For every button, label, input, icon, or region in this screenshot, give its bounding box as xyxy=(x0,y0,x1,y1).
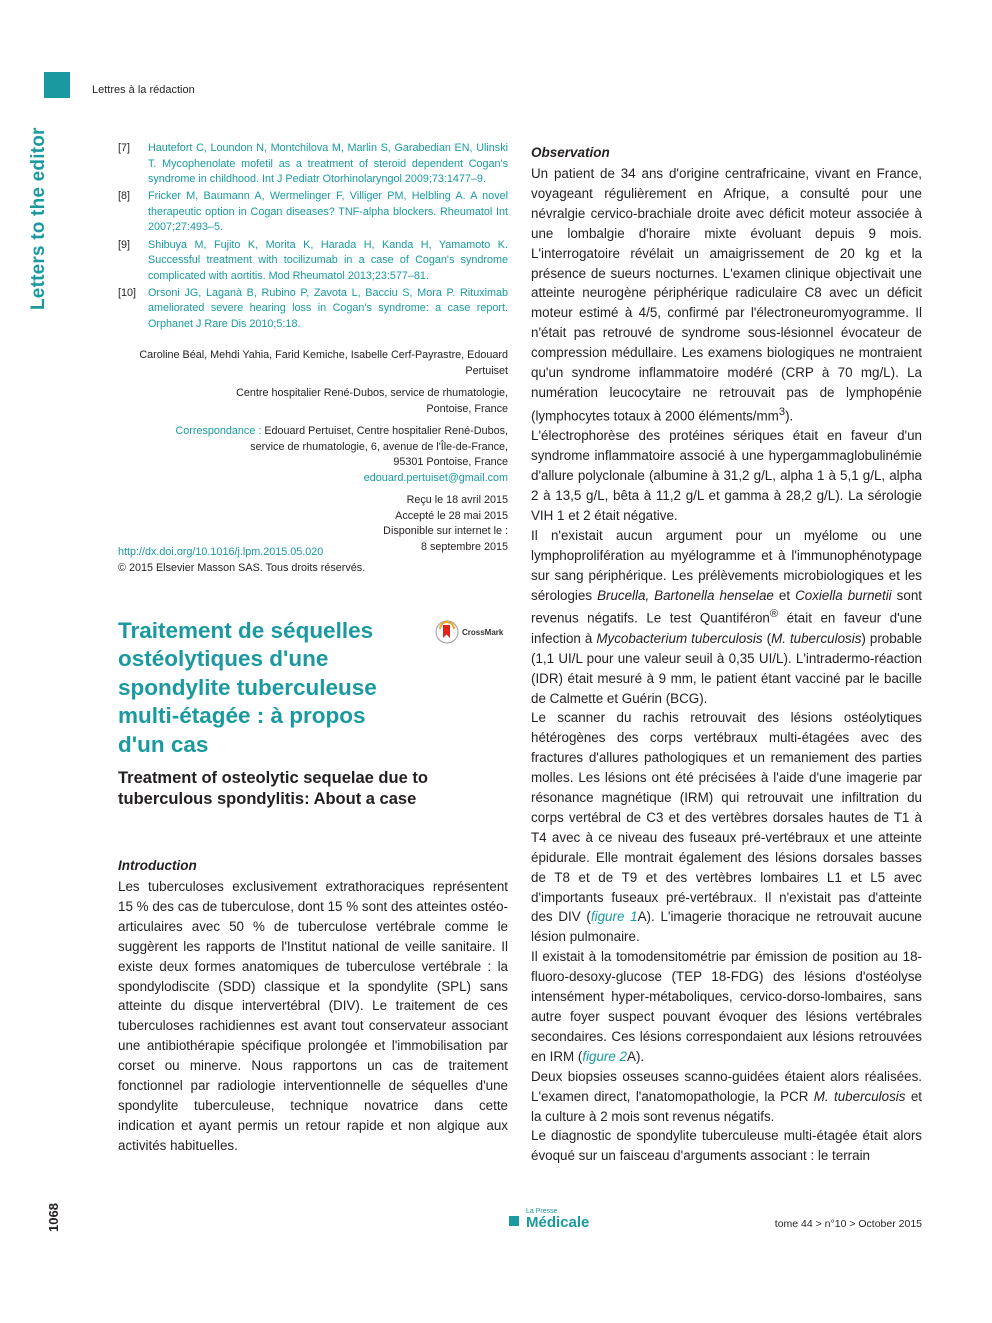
logo-square xyxy=(509,1216,519,1226)
affiliation xyxy=(118,386,508,417)
observation-paragraph: Il existait à la tomodensitométrie par émission de position au 18-fluoro-desoxy-glucose (TEP 18-FDG) des lésions d'ostéolyse intensément hyper-métaboliques, cervico-dorso-lombaires, sans autre foyer suspect pouvant évoquer des lésions vertébrales secondaires. Ces lésions correspondaient aux lésions retrouvées en IRM (figure 2A). xyxy=(531,949,922,1064)
article-subtitle: Treatment of osteolytic sequelae due to tuberculous spondylitis: About a case xyxy=(118,769,428,808)
available-date: 8 septembre 2015 xyxy=(420,540,508,553)
reference-number: [10] xyxy=(118,286,137,299)
section-header: Lettres à la rédaction xyxy=(92,84,195,96)
page-number: 1068 xyxy=(46,1203,61,1232)
crossmark-badge[interactable] xyxy=(435,618,509,646)
observation-paragraph: Un patient de 34 ans d'origine centrafricaine, vivant en France, voyageant régulièrement en Afrique, a consulté pour une névralgie cervico-brachiale droite avec déficit moteur associée à une lombalgie d'horaire mixte évoluant depuis 9 mois. L'interrogatoire révélait un amaigrissement de 20 kg et la présence de sueurs nocturnes. L'examen clinique objectivait une atteinte neurogène périphérique radiculaire C8 avec un déficit moteur estimé à 4/5, confirmé par l'électroneuromyogramme. Il n'était pas retrouvé de syndrome sous-lésionnel évocateur de compression médullaire. Les examens biologiques ne montraient qu'un syndrome inflammatoire modéré (CRP à 70 mg/L). La numération leucocytaire ne retrouvait pas de lymphopénie (lymphocytes totaux à 2000 éléments/$mm^3$). xyxy=(531,166,922,424)
logo-small-text: La Presse xyxy=(526,1208,558,1215)
available-label: Disponible sur internet le : xyxy=(383,525,508,537)
reference-list xyxy=(118,141,508,334)
email-link[interactable]: edouard.pertuiset@gmail.com xyxy=(363,471,508,484)
issue-info: tome 44 > n°10 > October 2015 xyxy=(774,1218,922,1230)
correspondence xyxy=(118,424,508,486)
reference-item[interactable] xyxy=(118,238,508,285)
reference-number: [7] xyxy=(118,142,131,154)
received-date: Reçu le 18 avril 2015 xyxy=(406,494,508,506)
side-section-label: Letters to the editor xyxy=(28,127,49,310)
reference-text[interactable]: Hautefort C, Loundon N, Montchilova M, Marlin S, Garabedian EN, Ulinski T. Mycophenolate mofetil as a treatment of steroid dependent Cogan's syndrome in childhood. Int J Pediatr Otorhinolaryngol 2009;73:1477–9. xyxy=(148,142,508,186)
article-title: Traitement de séquelles ostéolytiques d'une spondylite tuberculeuse multi-étagée : à propos d'un cas xyxy=(118,618,377,757)
reference-item[interactable] xyxy=(118,141,508,188)
correspondence-line: 95301 Pontoise, France xyxy=(393,456,508,468)
figure-link[interactable]: figure 1 xyxy=(590,909,638,925)
copyright: © 2015 Elsevier Masson SAS. Tous droits réservés. xyxy=(118,561,366,574)
reference-text[interactable]: Shibuya M, Fujito K, Morita K, Harada H, Kanda H, Yamamoto K. Successful treatment with tocilizumab in a case of Cogan's syndrome complicated with aortitis. Mod Rheumatol 2013;23:577–81. xyxy=(148,238,508,282)
accepted-date: Accepté le 28 mai 2015 xyxy=(395,509,508,522)
observation-paragraph: Le diagnostic de spondylite tuberculeuse multi-étagée était alors évoqué sur un faisceau d'arguments associant : le terrain xyxy=(531,1128,922,1164)
introduction-paragraph: Les tuberculoses exclusivement extrathoraciques représentent 15 % des cas de tuberculose, dont 15 % sont des atteintes ostéo-articulaires avec 50 % de tuberculose vertébrale comme le suggèrent les rapports de l'Institut national de veille sanitaire. Il existe deux formes anatomiques de tuberculose vertébrale : la spondylodiscite (SDD) classique et la spondylite (SPL) sans atteinte du disque intervertébral (DIV). Le traitement de ces tuberculoses rachidiennes est avant tout conservateur associant une antibiothérapie spécifique prolongée et l'immobilisation par corset ou minerve. Nous rapportons un cas de traitement fonctionnel par radiologie interventionnelle de séquelles d'une spondylite tuberculeuse, technique novatrice dans cette indication et ayant permis un retour rapide et non algique aux activités habituelles. xyxy=(118,879,508,1153)
reference-number: [9] xyxy=(118,238,131,251)
crossmark-icon xyxy=(435,620,459,644)
author-byline xyxy=(118,348,508,562)
observation-paragraph: Il n'existait aucun argument pour un myélome ou une lymphoprolifération au myélogramme et à l'immunophénotypage sur sang périphérique. Les prélèvements microbiologiques et les sérologies Brucella, Bartonella henselae et Coxiella burnetii sont revenus négatifs. Le test Quantiféron® était en faveur d'une infection à Mycobacterium tuberculosis (M. tuberculosis) probable (1,1 UI/L pour une valeur seuil à 0,35 UI/L). L'intradermo-réaction (IDR) était mesuré à 9 mm, le patient étant vacciné par le bacille de Calmette et Guérin (BCG). xyxy=(531,527,922,706)
reference-text[interactable]: Fricker M, Baumann A, Wermelinger F, Villiger PM, Helbling A. A novel therapeutic option in Cogan diseases? TNF-alpha blockers. Rheumatol Int 2007;27:493–5. xyxy=(148,190,508,234)
authors: Caroline Béal, Mehdi Yahia, Farid Kemiche, Isabelle Cerf-Payrastre, Edouard Pertuiset xyxy=(139,349,508,377)
logo-big-text: Médicale xyxy=(526,1214,590,1231)
observation-paragraph: L'électrophorèse des protéines sériques était en faveur d'un syndrome inflammatoire associé à une hypergammaglobulinémie d'allure polyclonale (albumine à 31,2 g/L, alpha 1 à 5,1 g/L, alpha 2 à 13,5 g/L, bêta à 11,2 g/L et gamma à 28,2 g/L). La sérologie VIH 1 et 2 était négative. xyxy=(531,428,922,523)
observation-paragraph: Deux biopsies osseuses scanno-guidées étaient alors réalisées. L'examen direct, l'anatomopathologie, la PCR M. tuberculosis et la culture à 2 mois sont revenus négatifs. xyxy=(531,1068,922,1124)
crossmark-label: CrossMark xyxy=(462,627,504,637)
journal-logo xyxy=(509,1208,589,1230)
doi-link[interactable]: http://dx.doi.org/10.1016/j.lpm.2015.05.020 xyxy=(118,546,324,558)
affiliation-line: Pontoise, France xyxy=(426,402,508,415)
correspondence-line: service de rhumatologie, 6, avenue de l'Île-de-France, xyxy=(250,440,508,453)
reference-item[interactable] xyxy=(118,189,508,236)
affiliation-line: Centre hospitalier René-Dubos, service de rhumatologie, xyxy=(236,387,508,399)
reference-item[interactable] xyxy=(118,286,508,333)
observation-paragraph: Le scanner du rachis retrouvait des lésions ostéolytiques hétérogènes des corps vertébraux multi-étagées avec des fractures d'allures pathologiques et un remaniement des parties molles. Les lésions ont été précisées à l'aide d'une imagerie par résonance magnétique (IRM) qui retrouvait une infiltration du corps vertébral de C3 et des vertèbres dorsales hautes de T1 à T4 avec à ce niveau des fuseaux pré-vertébraux et une atteinte épidurale. Elle montrait également des lésions dorsales basses de T8 et de T9 et des vertèbres lombaires L1 et L5 avec d'importants fuseaux pré-vertébraux. Il n'existait pas d'atteinte des DIV (figure 1A). L'imagerie thoracique ne retrouvait aucune lésion pulmonaire. xyxy=(531,710,923,945)
correspondence-label: Correspondance : xyxy=(175,425,262,437)
figure-link[interactable]: figure 2 xyxy=(582,1048,628,1064)
correspondence-line: Edouard Pertuiset, Centre hospitalier René-Dubos, xyxy=(264,425,508,437)
introduction-section xyxy=(118,858,508,1156)
observation-heading: Observation xyxy=(531,145,610,160)
observation-section xyxy=(531,145,922,1166)
introduction-heading: Introduction xyxy=(118,858,197,873)
reference-text[interactable]: Orsoni JG, Laganà B, Rubino P, Zavota L, Bacciu S, Mora P. Rituximab ameliorated severe hearing loss in Cogan's syndrome: a case report. Orphanet J Rare Dis 2010;5:18. xyxy=(148,286,508,331)
reference-number: [8] xyxy=(118,190,131,203)
doi-block xyxy=(118,545,508,576)
